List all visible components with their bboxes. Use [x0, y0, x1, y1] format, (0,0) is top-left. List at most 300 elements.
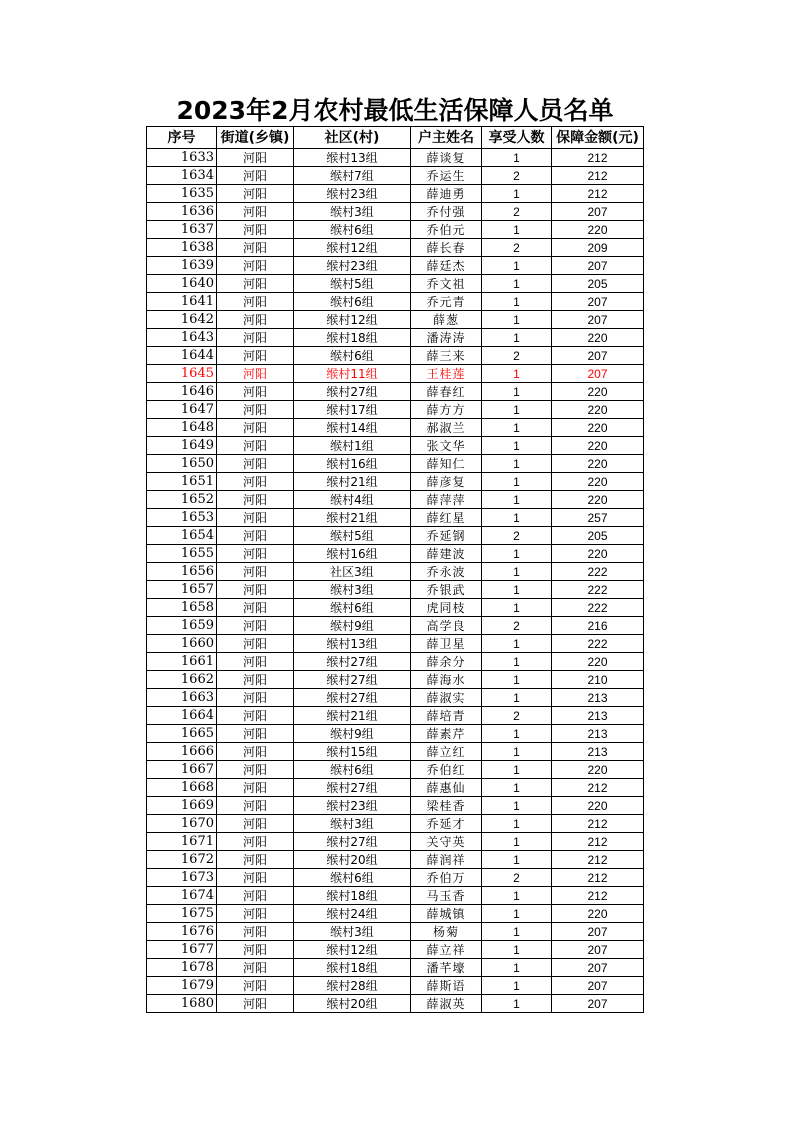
cell-persons: 2: [482, 617, 552, 635]
cell-amount: 212: [552, 851, 644, 869]
cell-community: 缑村3组: [294, 581, 411, 599]
cell-amount: 213: [552, 743, 644, 761]
cell-street: 河阳: [217, 437, 294, 455]
cell-household-head: 郝淑兰: [411, 419, 482, 437]
cell-seq: 1653: [147, 509, 217, 527]
cell-household-head: 乔伯红: [411, 761, 482, 779]
cell-community: 缑村12组: [294, 941, 411, 959]
cell-street: 河阳: [217, 977, 294, 995]
cell-street: 河阳: [217, 833, 294, 851]
cell-seq: 1644: [147, 347, 217, 365]
cell-persons: 1: [482, 851, 552, 869]
cell-amount: 212: [552, 833, 644, 851]
cell-persons: 1: [482, 833, 552, 851]
header-persons: 享受人数: [482, 127, 552, 149]
cell-amount: 220: [552, 905, 644, 923]
cell-seq: 1661: [147, 653, 217, 671]
cell-community: 缑村9组: [294, 617, 411, 635]
cell-seq: 1650: [147, 455, 217, 473]
cell-amount: 213: [552, 707, 644, 725]
cell-street: 河阳: [217, 221, 294, 239]
table-row: [147, 149, 644, 167]
cell-community: 缑村13组: [294, 149, 411, 167]
cell-persons: 1: [482, 401, 552, 419]
cell-seq: 1640: [147, 275, 217, 293]
cell-household-head: 薛淑实: [411, 689, 482, 707]
cell-persons: 1: [482, 257, 552, 275]
cell-street: 河阳: [217, 149, 294, 167]
cell-seq: 1638: [147, 239, 217, 257]
cell-household-head: 乔运生: [411, 167, 482, 185]
cell-persons: 1: [482, 581, 552, 599]
cell-street: 河阳: [217, 167, 294, 185]
cell-household-head: 薛彦复: [411, 473, 482, 491]
cell-household-head: 高学良: [411, 617, 482, 635]
cell-persons: 1: [482, 941, 552, 959]
cell-community: 缑村27组: [294, 689, 411, 707]
cell-household-head: 薛余分: [411, 653, 482, 671]
cell-street: 河阳: [217, 905, 294, 923]
cell-persons: 1: [482, 653, 552, 671]
cell-household-head: 乔元青: [411, 293, 482, 311]
cell-persons: 1: [482, 671, 552, 689]
cell-seq: 1636: [147, 203, 217, 221]
cell-amount: 220: [552, 329, 644, 347]
cell-household-head: 关守英: [411, 833, 482, 851]
cell-persons: 1: [482, 455, 552, 473]
cell-street: 河阳: [217, 707, 294, 725]
cell-amount: 220: [552, 473, 644, 491]
cell-amount: 222: [552, 599, 644, 617]
cell-seq: 1645: [147, 365, 217, 383]
cell-amount: 213: [552, 689, 644, 707]
cell-amount: 207: [552, 293, 644, 311]
cell-street: 河阳: [217, 815, 294, 833]
cell-persons: 2: [482, 167, 552, 185]
cell-persons: 1: [482, 275, 552, 293]
cell-community: 缑村18组: [294, 329, 411, 347]
cell-seq: 1652: [147, 491, 217, 509]
cell-street: 河阳: [217, 419, 294, 437]
table-row: [147, 779, 644, 797]
cell-persons: 1: [482, 599, 552, 617]
cell-household-head: 乔文祖: [411, 275, 482, 293]
table-row: [147, 653, 644, 671]
cell-street: 河阳: [217, 923, 294, 941]
cell-amount: 212: [552, 887, 644, 905]
cell-amount: 212: [552, 815, 644, 833]
cell-community: 缑村18组: [294, 887, 411, 905]
table-row: [147, 239, 644, 257]
cell-persons: 2: [482, 347, 552, 365]
cell-community: 缑村5组: [294, 275, 411, 293]
cell-persons: 1: [482, 365, 552, 383]
cell-persons: 1: [482, 383, 552, 401]
cell-community: 缑村23组: [294, 257, 411, 275]
cell-seq: 1673: [147, 869, 217, 887]
table-row: [147, 671, 644, 689]
cell-community: 缑村16组: [294, 545, 411, 563]
cell-seq: 1672: [147, 851, 217, 869]
cell-seq: 1637: [147, 221, 217, 239]
cell-seq: 1655: [147, 545, 217, 563]
cell-street: 河阳: [217, 671, 294, 689]
cell-street: 河阳: [217, 653, 294, 671]
cell-amount: 207: [552, 365, 644, 383]
cell-seq: 1648: [147, 419, 217, 437]
cell-amount: 210: [552, 671, 644, 689]
cell-community: 缑村14组: [294, 419, 411, 437]
cell-household-head: 杨菊: [411, 923, 482, 941]
cell-amount: 207: [552, 203, 644, 221]
table-row: [147, 257, 644, 275]
header-seq: 序号: [147, 127, 217, 149]
table-row: [147, 905, 644, 923]
cell-seq: 1642: [147, 311, 217, 329]
header-amount: 保障金额(元): [552, 127, 644, 149]
table-row: [147, 491, 644, 509]
cell-household-head: 乔永波: [411, 563, 482, 581]
table-header-row: [147, 127, 644, 149]
cell-household-head: 乔伯元: [411, 221, 482, 239]
cell-household-head: 薛迪勇: [411, 185, 482, 203]
cell-street: 河阳: [217, 545, 294, 563]
cell-community: 缑村23组: [294, 185, 411, 203]
cell-community: 缑村20组: [294, 995, 411, 1013]
table-row: [147, 509, 644, 527]
cell-street: 河阳: [217, 887, 294, 905]
cell-household-head: 薛建波: [411, 545, 482, 563]
cell-seq: 1665: [147, 725, 217, 743]
cell-street: 河阳: [217, 689, 294, 707]
table-row: [147, 617, 644, 635]
cell-community: 缑村21组: [294, 473, 411, 491]
cell-community: 缑村18组: [294, 959, 411, 977]
table-row: [147, 275, 644, 293]
table-row: [147, 203, 644, 221]
cell-seq: 1635: [147, 185, 217, 203]
cell-household-head: 薛立祥: [411, 941, 482, 959]
header-household-head: 户主姓名: [411, 127, 482, 149]
cell-household-head: 乔延才: [411, 815, 482, 833]
cell-seq: 1662: [147, 671, 217, 689]
cell-persons: 1: [482, 419, 552, 437]
table-row: [147, 887, 644, 905]
cell-amount: 207: [552, 941, 644, 959]
cell-seq: 1649: [147, 437, 217, 455]
cell-amount: 207: [552, 923, 644, 941]
cell-household-head: 潘芊壕: [411, 959, 482, 977]
table-row: [147, 761, 644, 779]
cell-persons: 1: [482, 185, 552, 203]
table-row: [147, 599, 644, 617]
cell-amount: 220: [552, 383, 644, 401]
cell-seq: 1660: [147, 635, 217, 653]
cell-persons: 1: [482, 995, 552, 1013]
cell-persons: 1: [482, 797, 552, 815]
cell-street: 河阳: [217, 779, 294, 797]
cell-amount: 220: [552, 545, 644, 563]
cell-persons: 1: [482, 437, 552, 455]
cell-community: 缑村4组: [294, 491, 411, 509]
cell-street: 河阳: [217, 725, 294, 743]
cell-street: 河阳: [217, 239, 294, 257]
cell-persons: 1: [482, 761, 552, 779]
page-title: 2023年2月农村最低生活保障人员名单: [176, 96, 614, 125]
cell-community: 缑村9组: [294, 725, 411, 743]
table-row: [147, 473, 644, 491]
cell-household-head: 马玉香: [411, 887, 482, 905]
table-row: [147, 347, 644, 365]
cell-amount: 220: [552, 797, 644, 815]
cell-persons: 1: [482, 563, 552, 581]
cell-amount: 212: [552, 185, 644, 203]
cell-street: 河阳: [217, 563, 294, 581]
cell-seq: 1651: [147, 473, 217, 491]
cell-street: 河阳: [217, 329, 294, 347]
cell-household-head: 薛立红: [411, 743, 482, 761]
table-row: [147, 455, 644, 473]
cell-seq: 1654: [147, 527, 217, 545]
cell-persons: 2: [482, 707, 552, 725]
table-row: [147, 797, 644, 815]
cell-household-head: 乔延钢: [411, 527, 482, 545]
table-row: [147, 185, 644, 203]
cell-household-head: 薛谈复: [411, 149, 482, 167]
cell-household-head: 薛葱: [411, 311, 482, 329]
cell-community: 缑村6组: [294, 761, 411, 779]
cell-seq: 1667: [147, 761, 217, 779]
cell-amount: 207: [552, 977, 644, 995]
cell-community: 缑村6组: [294, 221, 411, 239]
cell-household-head: 王桂莲: [411, 365, 482, 383]
cell-amount: 207: [552, 959, 644, 977]
cell-street: 河阳: [217, 797, 294, 815]
cell-household-head: 乔银武: [411, 581, 482, 599]
cell-street: 河阳: [217, 599, 294, 617]
table-row: [147, 995, 644, 1013]
cell-street: 河阳: [217, 851, 294, 869]
cell-persons: 2: [482, 869, 552, 887]
cell-community: 缑村27组: [294, 653, 411, 671]
cell-persons: 1: [482, 491, 552, 509]
cell-amount: 220: [552, 761, 644, 779]
cell-street: 河阳: [217, 635, 294, 653]
cell-community: 缑村24组: [294, 905, 411, 923]
cell-seq: 1674: [147, 887, 217, 905]
cell-household-head: 薛海水: [411, 671, 482, 689]
cell-household-head: 薛春红: [411, 383, 482, 401]
cell-amount: 205: [552, 275, 644, 293]
cell-amount: 207: [552, 311, 644, 329]
cell-amount: 222: [552, 635, 644, 653]
table-row: [147, 923, 644, 941]
cell-seq: 1633: [147, 149, 217, 167]
cell-community: 缑村27组: [294, 671, 411, 689]
cell-street: 河阳: [217, 401, 294, 419]
cell-community: 缑村28组: [294, 977, 411, 995]
cell-street: 河阳: [217, 743, 294, 761]
cell-street: 河阳: [217, 293, 294, 311]
cell-community: 缑村3组: [294, 815, 411, 833]
cell-seq: 1664: [147, 707, 217, 725]
cell-amount: 220: [552, 491, 644, 509]
cell-seq: 1680: [147, 995, 217, 1013]
cell-seq: 1679: [147, 977, 217, 995]
cell-community: 缑村6组: [294, 347, 411, 365]
cell-street: 河阳: [217, 311, 294, 329]
cell-community: 缑村13组: [294, 635, 411, 653]
cell-seq: 1678: [147, 959, 217, 977]
cell-seq: 1670: [147, 815, 217, 833]
cell-seq: 1675: [147, 905, 217, 923]
cell-community: 缑村20组: [294, 851, 411, 869]
cell-persons: 1: [482, 743, 552, 761]
cell-street: 河阳: [217, 941, 294, 959]
cell-community: 缑村3组: [294, 203, 411, 221]
cell-persons: 1: [482, 725, 552, 743]
cell-household-head: 薛润祥: [411, 851, 482, 869]
cell-persons: 1: [482, 293, 552, 311]
table-row: [147, 815, 644, 833]
cell-persons: 1: [482, 905, 552, 923]
cell-persons: 1: [482, 923, 552, 941]
cell-seq: 1658: [147, 599, 217, 617]
cell-persons: 1: [482, 815, 552, 833]
cell-seq: 1634: [147, 167, 217, 185]
cell-persons: 1: [482, 509, 552, 527]
cell-amount: 220: [552, 653, 644, 671]
cell-amount: 209: [552, 239, 644, 257]
cell-amount: 220: [552, 455, 644, 473]
cell-amount: 220: [552, 419, 644, 437]
cell-community: 缑村17组: [294, 401, 411, 419]
cell-amount: 212: [552, 149, 644, 167]
table-row: [147, 383, 644, 401]
table-row: [147, 527, 644, 545]
cell-persons: 1: [482, 779, 552, 797]
cell-community: 缑村6组: [294, 293, 411, 311]
cell-amount: 213: [552, 725, 644, 743]
cell-street: 河阳: [217, 365, 294, 383]
cell-amount: 222: [552, 563, 644, 581]
cell-community: 社区3组: [294, 563, 411, 581]
cell-persons: 1: [482, 959, 552, 977]
header-street: 街道(乡镇): [217, 127, 294, 149]
cell-household-head: 薛斯语: [411, 977, 482, 995]
table-row: [147, 869, 644, 887]
cell-household-head: 薛素芹: [411, 725, 482, 743]
cell-household-head: 薛红星: [411, 509, 482, 527]
cell-persons: 1: [482, 311, 552, 329]
cell-street: 河阳: [217, 617, 294, 635]
cell-amount: 220: [552, 401, 644, 419]
cell-seq: 1646: [147, 383, 217, 401]
table-row: [147, 977, 644, 995]
cell-amount: 212: [552, 869, 644, 887]
cell-street: 河阳: [217, 185, 294, 203]
cell-household-head: 虎同枝: [411, 599, 482, 617]
cell-street: 河阳: [217, 347, 294, 365]
cell-household-head: 薛淑英: [411, 995, 482, 1013]
cell-persons: 1: [482, 473, 552, 491]
cell-household-head: 薛廷杰: [411, 257, 482, 275]
cell-household-head: 乔付强: [411, 203, 482, 221]
cell-community: 缑村3组: [294, 923, 411, 941]
cell-seq: 1643: [147, 329, 217, 347]
cell-persons: 1: [482, 887, 552, 905]
table-row: [147, 365, 644, 383]
cell-household-head: 薛城镇: [411, 905, 482, 923]
cell-street: 河阳: [217, 275, 294, 293]
cell-seq: 1677: [147, 941, 217, 959]
cell-community: 缑村27组: [294, 383, 411, 401]
cell-seq: 1663: [147, 689, 217, 707]
cell-community: 缑村1组: [294, 437, 411, 455]
cell-community: 缑村6组: [294, 599, 411, 617]
cell-community: 缑村5组: [294, 527, 411, 545]
cell-household-head: 薛方方: [411, 401, 482, 419]
cell-street: 河阳: [217, 257, 294, 275]
cell-household-head: 薛萍萍: [411, 491, 482, 509]
cell-seq: 1668: [147, 779, 217, 797]
table-row: [147, 833, 644, 851]
table-row: [147, 581, 644, 599]
table-row: [147, 689, 644, 707]
cell-street: 河阳: [217, 995, 294, 1013]
cell-street: 河阳: [217, 473, 294, 491]
cell-household-head: 薛培青: [411, 707, 482, 725]
cell-street: 河阳: [217, 455, 294, 473]
cell-amount: 257: [552, 509, 644, 527]
cell-community: 缑村21组: [294, 707, 411, 725]
cell-street: 河阳: [217, 761, 294, 779]
cell-household-head: 薛长春: [411, 239, 482, 257]
cell-community: 缑村6组: [294, 869, 411, 887]
cell-household-head: 薛三来: [411, 347, 482, 365]
cell-seq: 1666: [147, 743, 217, 761]
table-row: [147, 311, 644, 329]
cell-street: 河阳: [217, 491, 294, 509]
table-row: [147, 959, 644, 977]
header-community: 社区(村): [294, 127, 411, 149]
table-body: [147, 149, 644, 1013]
cell-street: 河阳: [217, 203, 294, 221]
cell-amount: 205: [552, 527, 644, 545]
cell-persons: 1: [482, 221, 552, 239]
cell-seq: 1669: [147, 797, 217, 815]
table-row: [147, 167, 644, 185]
table-row: [147, 707, 644, 725]
table-row: [147, 437, 644, 455]
cell-amount: 222: [552, 581, 644, 599]
cell-household-head: 薛惠仙: [411, 779, 482, 797]
cell-street: 河阳: [217, 527, 294, 545]
table-row: [147, 725, 644, 743]
cell-persons: 1: [482, 329, 552, 347]
cell-amount: 207: [552, 347, 644, 365]
cell-community: 缑村27组: [294, 779, 411, 797]
table-row: [147, 293, 644, 311]
cell-seq: 1676: [147, 923, 217, 941]
cell-community: 缑村23组: [294, 797, 411, 815]
cell-street: 河阳: [217, 959, 294, 977]
cell-community: 缑村21组: [294, 509, 411, 527]
cell-household-head: 梁桂香: [411, 797, 482, 815]
cell-street: 河阳: [217, 509, 294, 527]
table-row: [147, 419, 644, 437]
cell-household-head: 乔伯万: [411, 869, 482, 887]
